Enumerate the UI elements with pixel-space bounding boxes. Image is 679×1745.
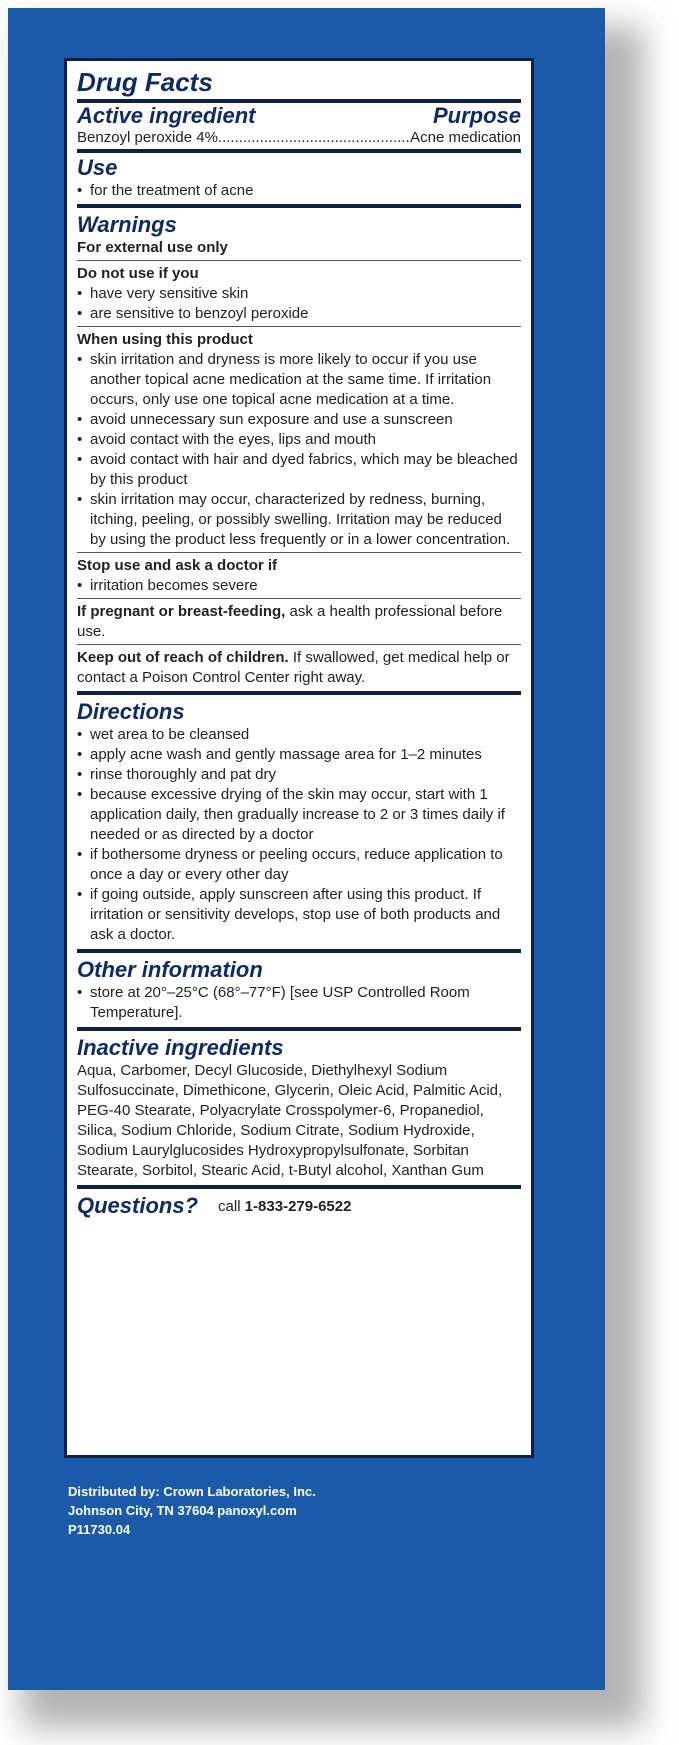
- list-item: • wet area to be cleansed: [77, 725, 521, 745]
- other-information-heading: Other information: [77, 957, 263, 982]
- drug-facts-panel: [64, 58, 534, 1458]
- distributor-info: [68, 1482, 316, 1539]
- call-label: call: [218, 1197, 241, 1215]
- do-not-use-list: [77, 284, 521, 324]
- list-item: • if going outside, apply sunscreen after using this product. If irritation or sensitivity develops, stop use of both products and ask a doctor.: [77, 885, 521, 945]
- active-ingredient-row: [77, 129, 521, 147]
- drug-facts-title: Drug Facts: [77, 67, 213, 97]
- list-item: • have very sensitive skin: [77, 284, 521, 304]
- active-ingredient-heading: Active ingredient: [77, 103, 256, 128]
- warnings-section: [77, 208, 521, 695]
- list-item: • if bothersome dryness or peeling occurs, reduce application to once a day or every other day: [77, 845, 521, 885]
- external-use-note: For external use only: [77, 239, 228, 256]
- list-item: • irritation becomes severe: [77, 576, 521, 596]
- when-using-heading: When using this product: [77, 331, 253, 348]
- list-item: • because excessive drying of the skin may occur, start with 1 application daily, then gradually increase to 2 or 3 times daily if needed or as directed by a doctor: [77, 785, 521, 845]
- inactive-ingredients-heading: Inactive ingredients: [77, 1035, 284, 1060]
- active-ingredient-section: [77, 103, 521, 153]
- stop-use-list: [77, 576, 521, 596]
- list-item: • for the treatment of acne: [77, 181, 521, 201]
- questions-heading: Questions?: [77, 1193, 199, 1218]
- inactive-ingredients-section: [77, 1031, 521, 1189]
- pregnancy-warning-bold: If pregnant or breast-feeding,: [77, 603, 286, 620]
- use-heading: Use: [77, 155, 118, 180]
- keep-out-warning-bold: Keep out of reach of children.: [77, 649, 289, 666]
- distributor-line-2: Johnson City, TN 37604 panoxyl.com: [68, 1503, 297, 1518]
- questions-section: [77, 1189, 521, 1223]
- do-not-use-heading: Do not use if you: [77, 265, 199, 282]
- use-list: [77, 181, 521, 201]
- other-information-section: [77, 953, 521, 1031]
- directions-section: [77, 695, 521, 953]
- active-ingredient-purpose: Acne medication: [410, 129, 521, 146]
- distributor-line-1: Distributed by: Crown Laboratories, Inc.: [68, 1484, 316, 1499]
- list-item: • avoid contact with hair and dyed fabrics, which may be bleached by this product: [77, 450, 521, 490]
- directions-heading: Directions: [77, 699, 185, 724]
- pregnancy-warning: [77, 598, 521, 644]
- use-section: [77, 153, 521, 208]
- keep-out-warning: [77, 644, 521, 691]
- stop-use-subsection: [77, 552, 521, 598]
- list-item: • skin irritation and dryness is more likely to occur if you use another topical acne medication at the same time. If irritation occurs, only use one topical acne medication at a time.: [77, 350, 521, 410]
- active-ingredient-header-row: [77, 103, 521, 129]
- warnings-heading: Warnings: [77, 212, 177, 237]
- list-item: • skin irritation may occur, characterized by redness, burning, itching, peeling, or possibly swelling. Irritation may be reduced by using the product less frequently or in a lower concentration.: [77, 490, 521, 550]
- list-item: • apply acne wash and gently massage area for 1–2 minutes: [77, 745, 521, 765]
- list-item: • avoid unnecessary sun exposure and use a sunscreen: [77, 410, 521, 430]
- drug-facts-header: [77, 61, 521, 103]
- product-code: P11730.04: [68, 1522, 131, 1537]
- when-using-list: [77, 350, 521, 550]
- warnings-top: [77, 208, 521, 260]
- questions-call: [218, 1198, 351, 1215]
- do-not-use-subsection: [77, 260, 521, 326]
- other-information-list: [77, 983, 521, 1023]
- list-item: • rinse thoroughly and pat dry: [77, 765, 521, 785]
- inactive-ingredients-text: Aqua, Carbomer, Decyl Glucoside, Diethylhexyl Sodium Sulfosuccinate, Dimethicone, Glycerin, Oleic Acid, Palmitic Acid, PEG-40 Stearate, Polyacrylate Crosspolymer-6, Propanediol, Silica, Sodium Chloride, Sodium Citrate, Sodium Hydroxide, Sodium Laurylglucosides Hydroxypropylsulfonate, Sorbitan Stearate, Sorbitol, Stearic Acid, t-Butyl alcohol, Xanthan Gum: [77, 1062, 503, 1179]
- when-using-subsection: [77, 326, 521, 552]
- stop-use-heading: Stop use and ask a doctor if: [77, 557, 278, 574]
- directions-list: [77, 725, 521, 945]
- pregnancy-warning-text: ask a health professional before use.: [77, 603, 503, 640]
- list-item: • are sensitive to benzoyl peroxide: [77, 304, 521, 324]
- list-item: • avoid contact with the eyes, lips and mouth: [77, 430, 521, 450]
- active-ingredient-name: Benzoyl peroxide 4%: [77, 129, 218, 146]
- dot-leader: [218, 129, 410, 147]
- keep-out-warning-text: If swallowed, get medical help or contact a Poison Control Center right away.: [77, 649, 510, 686]
- purpose-heading: Purpose: [432, 103, 521, 128]
- list-item: • store at 20°–25°C (68°–77°F) [see USP Controlled Room Temperature].: [77, 983, 521, 1023]
- phone-number: 1-833-279-6522: [244, 1197, 352, 1215]
